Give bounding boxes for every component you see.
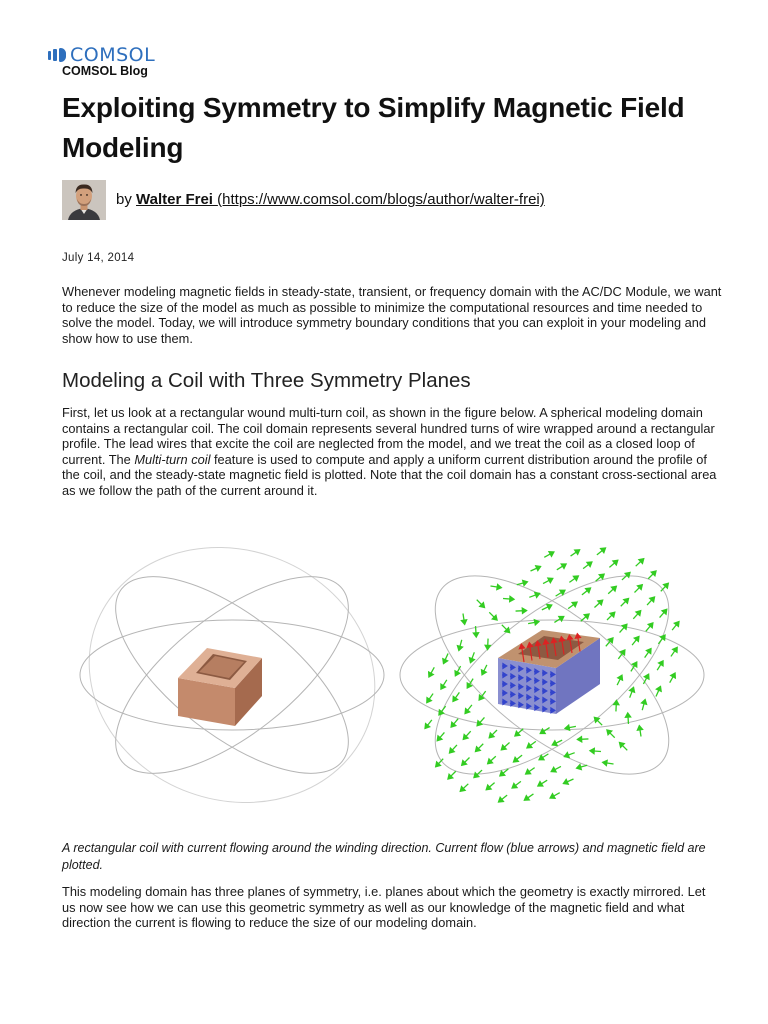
field-arrow-head	[441, 684, 445, 689]
field-arrow-head	[527, 743, 532, 748]
field-arrow-head	[443, 659, 448, 664]
field-arrow-head	[427, 698, 432, 703]
field-arrow-head	[551, 767, 556, 772]
publish-date: July 14, 2014	[62, 252, 135, 264]
article-title: Exploiting Symmetry to Simplify Magnetic Field Modeling	[62, 92, 685, 163]
field-arrow-head	[673, 647, 678, 652]
field-arrow-head	[577, 765, 582, 770]
field-arrow-head	[552, 741, 557, 746]
field-arrow-head	[561, 564, 566, 568]
field-arrow-head	[550, 794, 555, 799]
section-text-before: First, let us look at a rectangular wound multi-turn coil, as shown in the figure below. A spherical modeling domain contains a rectangular coil. The coil domain represents several hundred turns of wire wrapped around a rectangular profile. The lead wires that excite the coil are neglected from the model, and we treat the coil as a closed loop of current. The	[62, 405, 715, 467]
section-paragraph	[62, 405, 722, 499]
field-arrow-head	[646, 649, 651, 654]
section-heading: Modeling a Coil with Three Symmetry Planes	[62, 369, 471, 392]
field-arrow-head	[526, 769, 531, 774]
field-arrow-head	[564, 753, 569, 758]
field-arrow-head	[575, 550, 580, 555]
logo-text: COMSOL	[70, 44, 156, 66]
field-arrow-head	[522, 608, 526, 613]
field-arrow-head	[469, 658, 474, 663]
field-arrow-head	[473, 633, 478, 637]
field-arrow-head	[549, 552, 554, 557]
field-arrow-head	[524, 796, 529, 801]
field-arrow-head	[429, 672, 434, 677]
field-arrow-head	[630, 687, 635, 692]
field-arrow-head	[671, 673, 676, 678]
field-arrow-head	[535, 592, 540, 597]
field-arrow-head	[523, 580, 528, 585]
field-arrow-head	[482, 670, 487, 675]
field-arrow-head	[614, 700, 619, 704]
field-arrow-head	[461, 620, 466, 625]
author-name: Walter Frei	[136, 191, 213, 208]
closing-paragraph: This modeling domain has three planes of symmetry, i.e. planes about which the geometry is exactly mirrored. Let us now see how we can use this geometric symmetry as well as our knowledge of the magnetic field and what direction the current is flowing to reduce the size of our modeling domain.	[62, 884, 706, 931]
field-arrow-head	[572, 602, 577, 607]
inner-field-arrow-head	[575, 634, 580, 639]
field-arrow-head	[538, 782, 543, 786]
comsol-logo[interactable]	[48, 46, 155, 64]
field-arrow-head	[485, 645, 490, 649]
field-arrow-head	[659, 661, 663, 666]
field-arrow-head	[577, 737, 581, 742]
comsol-logo-mark-icon	[48, 48, 66, 62]
field-arrow-head	[573, 576, 578, 581]
field-arrow-head	[603, 760, 608, 765]
field-arrow-head	[547, 605, 552, 610]
author-url: (https://www.comsol.com/blogs/author/walter-frei)	[217, 191, 545, 208]
intro-paragraph: Whenever modeling magnetic fields in steady-state, transient, or frequency domain with the AC/DC Module, we want to reduce the size of the model as much as possible to minimize the computational resources and time needed to solve the model. Today, we will introduce symmetry boundary conditions that you can exploit in your modeling and show how to use them.	[62, 284, 722, 346]
field-arrow-head	[548, 578, 553, 583]
author-link[interactable]	[136, 191, 545, 208]
byline	[116, 191, 545, 208]
author-avatar	[62, 180, 106, 220]
field-arrow-head	[497, 584, 502, 589]
field-arrow-head	[453, 696, 458, 701]
field-arrow-head	[455, 671, 460, 676]
field-arrow-head	[510, 596, 514, 601]
field-arrow-head	[656, 686, 661, 691]
field-arrow-head	[644, 674, 649, 679]
field-arrow-head	[457, 646, 462, 651]
field-arrow-head	[637, 726, 642, 731]
field-arrow-head	[642, 700, 647, 705]
byline-prefix: by	[116, 191, 132, 208]
figure-caption: A rectangular coil with current flowing around the winding direction. Current flow (blue arrows) and magnetic field are plotted.	[62, 841, 706, 872]
field-arrow-head	[625, 713, 630, 717]
field-arrow-head	[590, 748, 594, 753]
section-text-after: feature is used to compute and apply a uniform current distribution around the profile of the coil, and the steady-state magnetic field is plotted. Note that the coil domain has a constant cross-sectional area as we follow the path of the current around it.	[62, 451, 717, 498]
field-arrow-head	[536, 566, 541, 571]
coil-figure	[62, 530, 722, 830]
field-arrow-head	[618, 675, 623, 680]
field-arrow-head	[563, 779, 568, 784]
coil-with-current	[498, 630, 600, 714]
multi-turn-coil-term: Multi-turn coil	[134, 451, 211, 467]
rectangular-coil	[178, 648, 262, 726]
blog-name: COMSOL Blog	[62, 64, 148, 78]
